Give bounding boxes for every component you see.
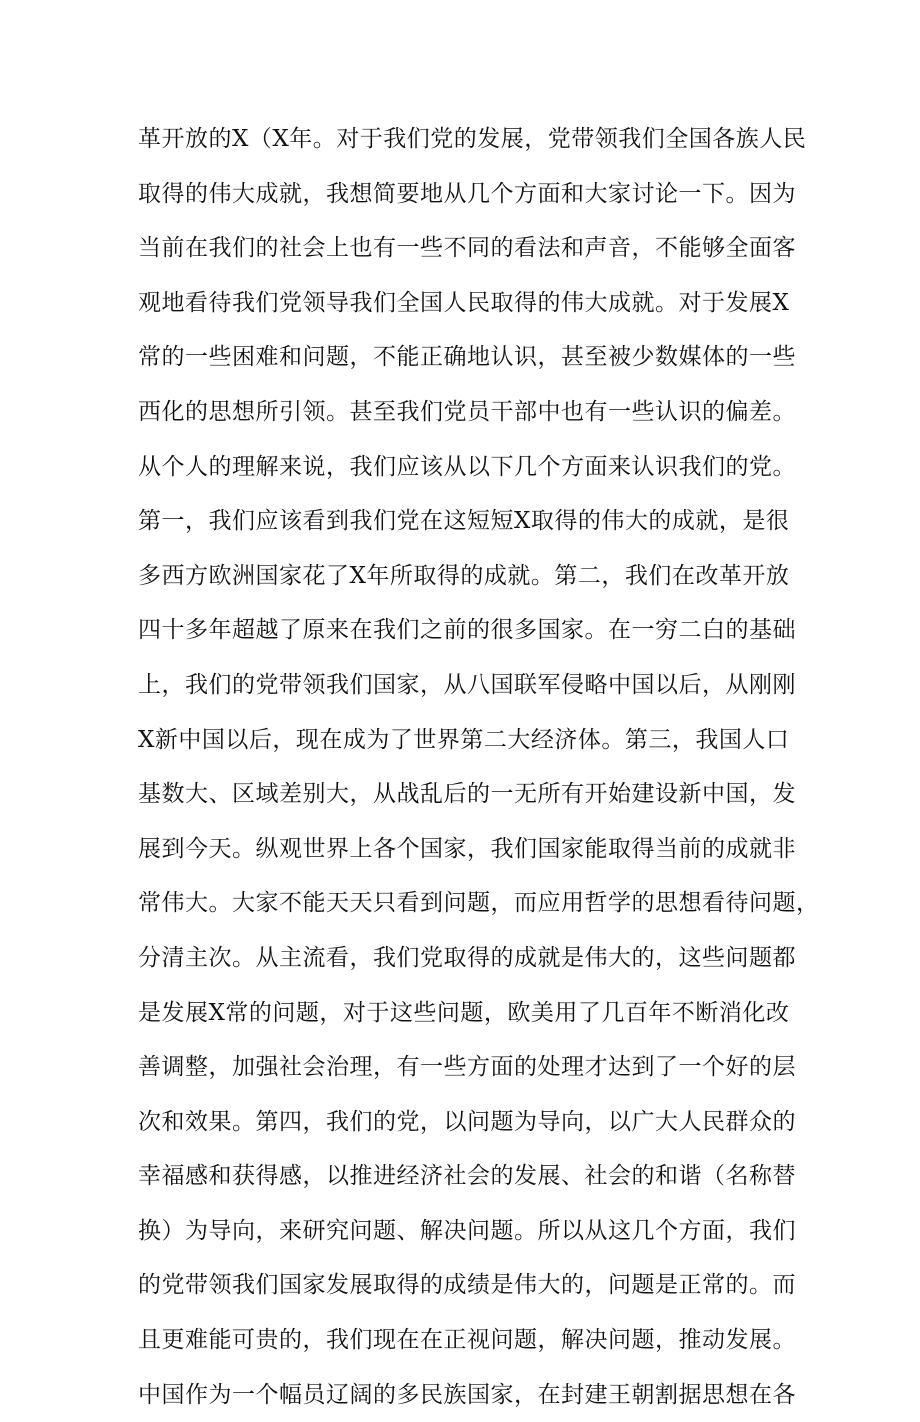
text-line: 当前在我们的社会上也有一些不同的看法和声音，不能够全面客 [138, 235, 796, 262]
text-line: 展到今天。纵观世界上各个国家，我们国家能取得当前的成就非 [138, 835, 796, 862]
text-line: 第一，我们应该看到我们党在这短短X取得的伟大的成就，是很 [138, 508, 790, 535]
text-line: 从个人的理解来说，我们应该从以下几个方面来认识我们的党。 [138, 453, 796, 480]
body-text [138, 112, 820, 1422]
text-line: 多西方欧洲国家花了X年所取得的成就。第二，我们在改革开放 [138, 562, 790, 589]
text-line: X新中国以后，现在成为了世界第二大经济体。第三，我国人口 [138, 726, 790, 753]
text-line: 善调整，加强社会治理，有一些方面的处理才达到了一个好的层 [138, 1054, 796, 1081]
text-line: 基数大、区域差别大，从战乱后的一无所有开始建设新中国，发 [138, 781, 796, 808]
text-line: 取得的伟大成就，我想简要地从几个方面和大家讨论一下。因为 [138, 180, 796, 207]
text-line: 次和效果。第四，我们的党，以问题为导向，以广大人民群众的 [138, 1108, 796, 1135]
text-line: 西化的思想所引领。甚至我们党员干部中也有一些认识的偏差。 [138, 398, 796, 425]
text-line: 上，我们的党带领我们国家，从八国联军侵略中国以后，从刚刚 [138, 671, 796, 698]
text-line: 常的一些困难和问题，不能正确地认识，甚至被少数媒体的一些 [138, 344, 796, 371]
text-line: 换）为导向，来研究问题、解决问题。所以从这几个方面，我们 [138, 1217, 796, 1244]
text-line: 幸福感和获得感，以推进经济社会的发展、社会的和谐（名称替 [138, 1163, 796, 1190]
text-line: 四十多年超越了原来在我们之前的很多国家。在一穷二白的基础 [138, 617, 796, 644]
text-line: 常伟大。大家不能天天只看到问题，而应用哲学的思想看待问题， [138, 890, 820, 917]
text-line: 是发展X常的问题，对于这些问题，欧美用了几百年不断消化改 [138, 999, 790, 1026]
text-line: 的党带领我们国家发展取得的成绩是伟大的，问题是正常的。而 [138, 1272, 796, 1299]
text-line: 中国作为一个幅员辽阔的多民族国家，在封建王朝割据思想在各 [138, 1381, 796, 1408]
text-line: 且更难能可贵的，我们现在在正视问题，解决问题，推动发展。 [138, 1327, 796, 1354]
text-line: 革开放的X（X年。对于我们党的发展，党带领我们全国各族人民 [138, 126, 807, 152]
text-line: 分清主次。从主流看，我们党取得的成就是伟大的，这些问题都 [138, 944, 796, 971]
text-line: 观地看待我们党领导我们全国人民取得的伟大成就。对于发展X [138, 289, 790, 316]
